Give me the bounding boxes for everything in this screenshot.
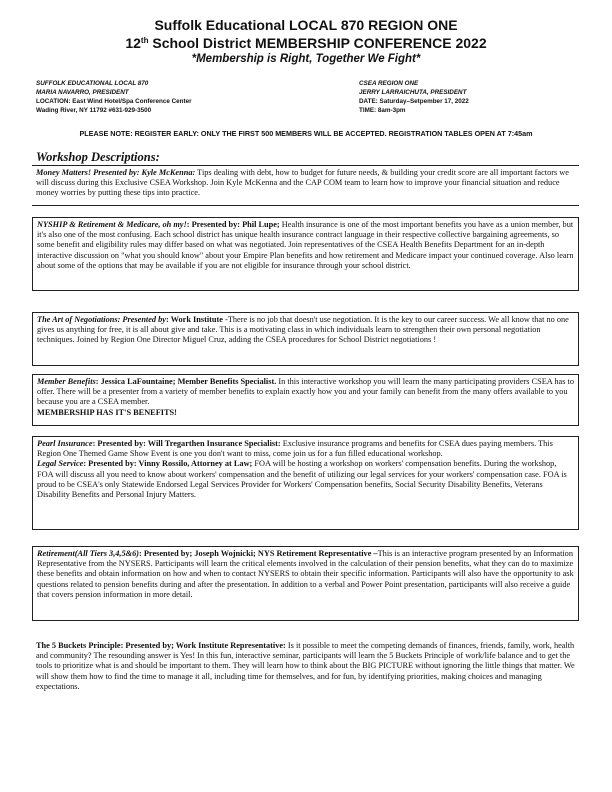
host-president: MARIA NAVARRO, PRESIDENT [36,88,129,96]
workshop-text: In this interactive workshop you will learn the many participating providers CSEA has to offer. There will be a presenter from a variety of member benefits to explain exactly how you and your family can benefit from the many offers available to you because you are a CSEA member. [37,377,574,407]
edition-suffix: th [140,36,149,45]
workshop-label-title: The Art of Negotiations: Presented by [37,315,166,324]
workshop-text: Tips dealing with debt, how to budget for future needs, & building your credit score are all important factors we will discuss during this Exclusive CSEA Workshop. Join Kyle McKenna and the CAP COM team to learn how to improve your financial situation and reduce money worries by putting these tips into practice. [36,168,569,198]
event-time: TIME: 8am-3pm [359,106,406,114]
workshop-text: Health insurance is one of the most important benefits you have as a union member, but it's also one of the most confusing. Each school district has unique health insurance contract language in their respective collective bargaining agreements, so some benefit and eligibility rules may differ based on what was negotiated. Join representatives of the CSEA Health Benefits Department for an in-depth interactive discussion on "what you should know" about your Empire Plan benefits and how retirement and Medicare impact your continued coverage. Also learn about some of the options that may be available if you are not eligible for insurance through your school district. [37,220,574,270]
conference-title: Suffolk Educational LOCAL 870 REGION ONE [154,17,458,33]
conference-subtitle [0,35,612,51]
workshop-label2-title: Legal Service [37,459,84,469]
tagline: *Membership is Right, Together We Fight* [191,53,421,65]
workshop-retirement [32,546,579,621]
registration-notice: PLEASE NOTE: REGISTER EARLY: ONLY THE FIRST 500 MEMBERS WILL BE ACCEPTED. REGISTRATION TABLES OPEN AT 7:45am [79,129,533,138]
workshop-member-benefits [32,374,579,426]
workshop-label-title: Member Benefits [37,377,96,386]
workshop-label-title: Retirement(All Tiers 3,4,5&6) [37,549,140,558]
workshop-label: The 5 Buckets Principle: Presented by; Work Institute Representative: [36,641,286,650]
address: Wading River, NY 11792 #631-929-3500 [36,106,152,114]
workshop-text: This is an interactive program presented by an Information Representative from the NYSERS. Participants will learn the critical elements involved in the calculation of their pension benefits, what they can do to maximize these benefits and obtain information on how and when to contact NYSERS to obtain their specific information. Participants will also have the opportunity to ask questions related to pension benefits during and after the presentation. In addition to a verbal and Power Point presentation, participants will also receive a guide that covers pension information in more detail. [37,549,574,599]
workshop-label2: : Presented by: Vinny Rossilo, Attorney at Law; [83,459,253,469]
subtitle-text: School District MEMBERSHIP CONFERENCE 2022 [148,35,487,51]
event-date: DATE: Saturday–Setpember 17, 2022 [359,97,469,105]
workshop-negotiations [32,312,579,366]
workshop-label: : Work Institute [165,315,223,324]
workshop-label-title: NYSHIP & Retirement & Medicare, oh my! [37,220,187,229]
region-info [359,80,469,116]
edition-number: 12 [125,35,141,51]
workshop-label-title: Pearl Insurance [37,439,93,448]
region-president: JERRY LARRAICHUTA, PRESIDENT [359,88,467,96]
workshop-text: Exclusive insurance programs and benefits for CSEA dues paying members. This Region One Themed Game Show Event is one you don't want to miss, come join us for a fun filled educational workshop. [37,439,553,459]
workshop-label: : Presented by: Will Tregarthen Insurance Specialist: [92,439,281,448]
workshop-label: Money Matters! Presented by: Kyle McKenna: [36,168,196,177]
section-heading: Workshop Descriptions: [36,150,160,164]
workshop-text: -There is no job that doesn't use negotiation. It is the key to our career success. We all know that no one gives us anything for free, it is all about give and take. This is a motivating class in which individuals learn to strengthen their own personal negotiation techniques. Joined by Region One Director Miguel Cruz, adding the CSEA procedures for School District negotiations ! [37,315,569,345]
host-info [36,80,192,116]
workshop-closing: MEMBERSHIP HAS IT'S BENEFITS! [37,407,177,417]
workshop-five-buckets [32,639,579,722]
workshop-label: : Jessica LaFountaine; Member Benefits Specialist. [95,377,277,386]
workshop-pearl-legal [32,436,579,530]
workshop-label: : Presented by; Joseph Wojnicki; NYS Retirement Representative – [139,549,378,558]
workshop-label: : Presented by: Phil Lupe; [186,220,280,229]
workshop-nyship [32,217,579,291]
region-org: CSEA REGION ONE [359,80,419,87]
location: LOCATION: East Wind Hotel/Spa Conference Center [36,97,192,105]
workshop-text: Is it possible to meet the competing demands of finances, friends, family, work, health and community? The resounding answer is Yes! In this fun, interactive seminar, participants will learn the 5 Buckets Principle of work/life balance and to get the tools to prioritize what is and should be important to them. They will learn how to think about the BIG PICTURE without ignoring the little things that matter. We will show them how to find the time to manage it all, including time for themselves, and for fun, by identifying priorities, making choices and managing expectations. [36,641,575,691]
host-org: SUFFOLK EDUCATIONAL LOCAL 870 [36,80,149,87]
workshop-money-matters [32,165,579,206]
workshop-text2: FOA will be hosting a workshop on workers' compensation benefits. During the workshop, FOA will discuss all you need to know about workers' compensation and the benefit of utilizing our legal services for your workers' compensation case. FOA is proud to be CSEA's only Statewide Endorsed Legal Services Provider for Workers' Compensation benefits, Social Security Disability Benefits, Veterans Disability Benefits and Personal Injury Matters. [37,459,567,500]
